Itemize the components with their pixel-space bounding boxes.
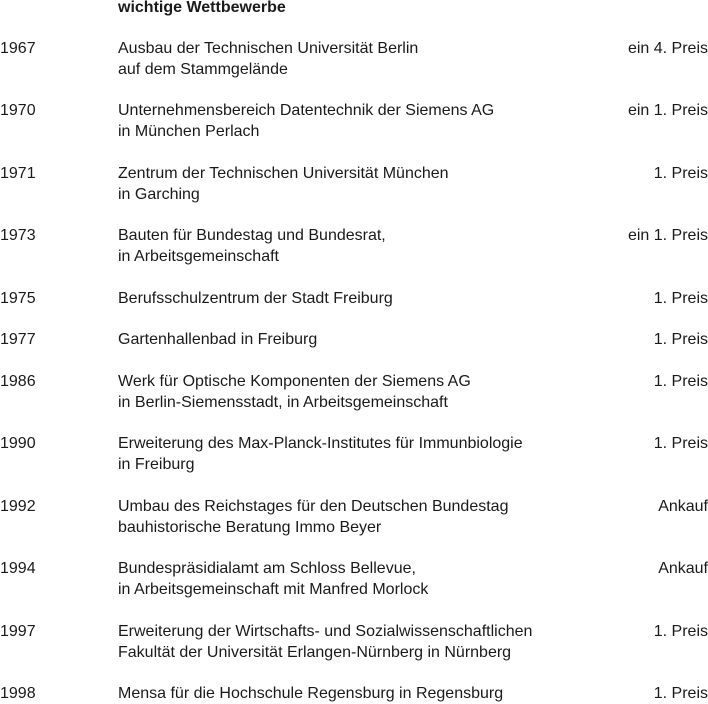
entry-line-2: in München Perlach	[118, 123, 260, 140]
entry-description	[118, 163, 449, 205]
entry-description	[118, 558, 428, 600]
entry-award: Ankauf	[658, 498, 708, 515]
entry-description	[118, 433, 523, 475]
entry-line-1: Ausbau der Technischen Universität Berlin	[118, 40, 419, 57]
entry-description	[118, 329, 317, 350]
entry-line-2: Fakultät der Universität Erlangen-Nürnberg in Nürnberg	[118, 644, 512, 661]
entry-line-1: Unternehmensbereich Datentechnik der Siemens AG	[118, 102, 495, 119]
entry-line-2: in Arbeitsgemeinschaft	[118, 248, 279, 265]
entry-year: 1967	[0, 40, 36, 57]
entry-line-1: Gartenhallenbad in Freiburg	[118, 331, 318, 348]
entry-year: 1970	[0, 102, 36, 119]
entry-line-2: in Berlin-Siemensstadt, in Arbeitsgemeinschaft	[118, 394, 448, 411]
entry-line-1: Erweiterung der Wirtschafts- und Sozialwissenschaftlichen	[118, 623, 533, 640]
entry-line-1: Mensa für die Hochschule Regensburg in Regensburg	[118, 685, 504, 702]
entry-description	[118, 496, 508, 538]
entry-line-2: in Freiburg	[118, 456, 195, 473]
entry-award: 1. Preis	[653, 435, 708, 452]
entry-award: ein 4. Preis	[627, 40, 708, 57]
entry-line-2: in Arbeitsgemeinschaft mit Manfred Morlock	[118, 581, 429, 598]
entry-line-1: Berufsschulzentrum der Stadt Freiburg	[118, 290, 393, 307]
entry-year: 1992	[0, 498, 36, 515]
entry-year: 1990	[0, 435, 36, 452]
entry-year: 1977	[0, 331, 36, 348]
entry-year: 1994	[0, 560, 36, 577]
entry-year: 1973	[0, 227, 36, 244]
entry-line-1: Erweiterung des Max-Planck-Institutes für Immunbiologie	[118, 435, 523, 452]
entry-award: 1. Preis	[653, 290, 708, 307]
entry-award: 1. Preis	[653, 623, 708, 640]
entry-award: 1. Preis	[653, 685, 708, 702]
entry-line-2: bauhistorische Beratung Immo Beyer	[118, 519, 382, 536]
entry-line-2: in Garching	[118, 186, 200, 203]
entry-description	[118, 683, 503, 704]
entry-year: 1998	[0, 685, 36, 702]
entry-description	[118, 288, 393, 309]
entry-year: 1975	[0, 290, 36, 307]
entry-line-1: Werk für Optische Komponenten der Siemens AG	[118, 373, 471, 390]
entry-year: 1986	[0, 373, 36, 390]
section-heading: wichtige Wettbewerbe	[118, 0, 286, 16]
entry-line-1: Zentrum der Technischen Universität München	[118, 165, 449, 182]
entry-line-1: Bundespräsidialamt am Schloss Bellevue,	[118, 560, 416, 577]
entry-description	[118, 225, 386, 267]
entry-description	[118, 621, 532, 663]
entry-line-1: Bauten für Bundestag und Bundesrat,	[118, 227, 386, 244]
entry-year: 1997	[0, 623, 36, 640]
entry-award: Ankauf	[658, 560, 708, 577]
entry-award: ein 1. Preis	[627, 227, 708, 244]
entry-line-1: Umbau des Reichstages für den Deutschen Bundestag	[118, 498, 509, 515]
entry-award: 1. Preis	[653, 373, 708, 390]
entry-description	[118, 38, 418, 80]
entry-description	[118, 371, 471, 413]
entry-line-2: auf dem Stammgelände	[118, 61, 288, 78]
entry-award: 1. Preis	[653, 165, 708, 182]
entry-year: 1971	[0, 165, 36, 182]
entry-description	[118, 100, 494, 142]
entry-award: ein 1. Preis	[627, 102, 708, 119]
entry-award: 1. Preis	[653, 331, 708, 348]
